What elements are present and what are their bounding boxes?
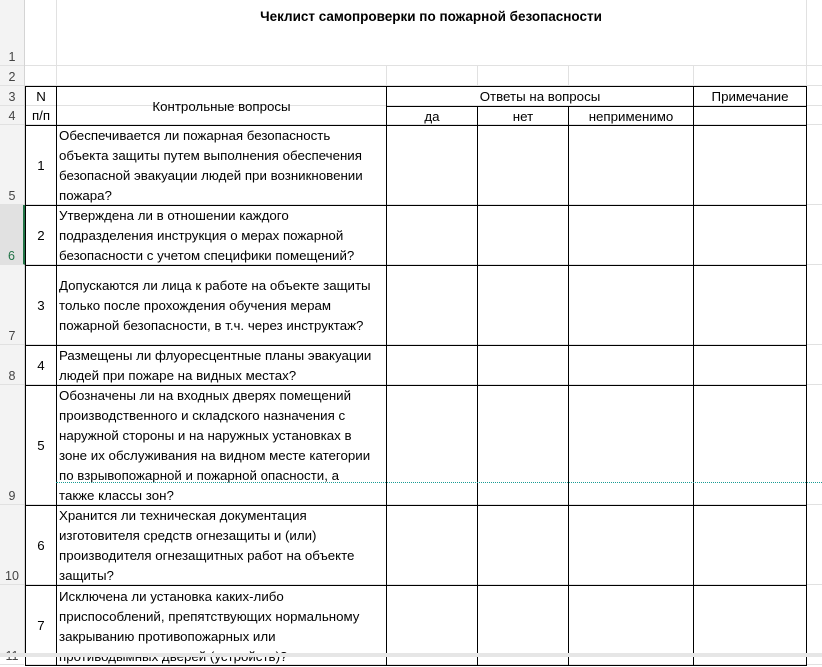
header-answer-yes[interactable]: да: [386, 106, 478, 126]
header-answer-no[interactable]: нет: [477, 106, 569, 126]
answer-yes-cell[interactable]: [386, 345, 478, 386]
answer-na-cell[interactable]: [568, 265, 694, 346]
answer-yes-cell[interactable]: [386, 385, 478, 506]
question-cell[interactable]: Исключена ли установка каких-либо приспособлений, препятствующих нормальному закрыванию противопожарных или: [56, 585, 387, 666]
row-header-5[interactable]: 5: [0, 125, 24, 205]
gridline-vertical: [568, 66, 569, 86]
row-number-cell[interactable]: 7: [25, 585, 57, 666]
note-cell[interactable]: [693, 265, 807, 346]
row-number-cell[interactable]: 1: [25, 125, 57, 206]
row-number-cell[interactable]: 4: [25, 345, 57, 386]
question-cell[interactable]: Обеспечивается ли пожарная безопасность объекта защиты путем выполнения обеспечения безопасной эвакуации людей при возникновении пожара?: [56, 125, 387, 206]
answer-na-cell[interactable]: [568, 385, 694, 506]
question-cell[interactable]: Утверждена ли в отношении каждого подразделения инструкция о мерах пожарной безопасности с учетом специфики помещений?: [56, 205, 387, 266]
gridline-vertical: [386, 66, 387, 86]
answer-yes-cell[interactable]: [386, 125, 478, 206]
header-note[interactable]: Примечание: [693, 86, 807, 107]
note-cell[interactable]: [693, 205, 807, 266]
header-answers[interactable]: Ответы на вопросы: [386, 86, 694, 107]
header-note-sub[interactable]: [693, 106, 807, 126]
question-cell[interactable]: Размещены ли флуоресцентные планы эвакуации людей при пожаре на видных местах?: [56, 345, 387, 386]
sheet-title[interactable]: Чеклист самопроверки по пожарной безопасности: [260, 9, 602, 24]
row-header-9[interactable]: 9: [0, 385, 24, 505]
row-number-cell[interactable]: 3: [25, 265, 57, 346]
row-header-10[interactable]: 10: [0, 505, 24, 585]
gridline-vertical: [477, 66, 478, 86]
row-number-cell[interactable]: 5: [25, 385, 57, 506]
header-answer-na[interactable]: неприменимо: [568, 106, 694, 126]
answer-yes-cell[interactable]: [386, 505, 478, 586]
answer-no-cell[interactable]: [477, 385, 569, 506]
question-cell[interactable]: Обозначены ли на входных дверях помещений производственного и складского назначения с наружной стороны и на наружных установках в зоне их обслуживания на видном месте категории по взрывопожарной и пожарной опасности, а также классы зон?: [56, 385, 387, 506]
row-number-cell[interactable]: 6: [25, 505, 57, 586]
note-cell[interactable]: [693, 125, 807, 206]
answer-na-cell[interactable]: [568, 505, 694, 586]
answer-no-cell[interactable]: [477, 265, 569, 346]
header-questions[interactable]: Контрольные вопросы: [56, 86, 387, 126]
answer-no-cell[interactable]: [477, 505, 569, 586]
question-cell[interactable]: Хранится ли техническая документация изготовителя средств огнезащиты и (или) производителя огнезащитных работ на объекте защиты?: [56, 505, 387, 586]
row-header-8[interactable]: 8: [0, 345, 24, 385]
note-cell[interactable]: [693, 385, 807, 506]
header-number[interactable]: N п/п: [25, 86, 57, 126]
page-break-line: [56, 482, 822, 483]
answer-na-cell[interactable]: [568, 205, 694, 266]
row-header-3[interactable]: 3: [0, 86, 24, 106]
question-cell[interactable]: Допускаются ли лица к работе на объекте защиты только после прохождения обучения мерам пожарной безопасности, в т.ч. через инструктаж?: [56, 265, 387, 346]
row-header-2[interactable]: 2: [0, 66, 24, 86]
answer-yes-cell[interactable]: [386, 205, 478, 266]
answer-no-cell[interactable]: [477, 205, 569, 266]
note-cell[interactable]: [693, 345, 807, 386]
row-header-6[interactable]: 6: [0, 205, 25, 265]
row-header-4[interactable]: 4: [0, 106, 24, 125]
gridline-vertical: [693, 66, 694, 86]
answer-no-cell[interactable]: [477, 125, 569, 206]
note-cell[interactable]: [693, 505, 807, 586]
answer-na-cell[interactable]: [568, 125, 694, 206]
answer-na-cell[interactable]: [568, 345, 694, 386]
row-header-7[interactable]: 7: [0, 265, 24, 345]
row-header-1[interactable]: 1: [0, 0, 24, 66]
answer-yes-cell[interactable]: [386, 265, 478, 346]
horizontal-scrollbar-area: [0, 653, 822, 657]
answer-no-cell[interactable]: [477, 345, 569, 386]
row-number-cell[interactable]: 2: [25, 205, 57, 266]
